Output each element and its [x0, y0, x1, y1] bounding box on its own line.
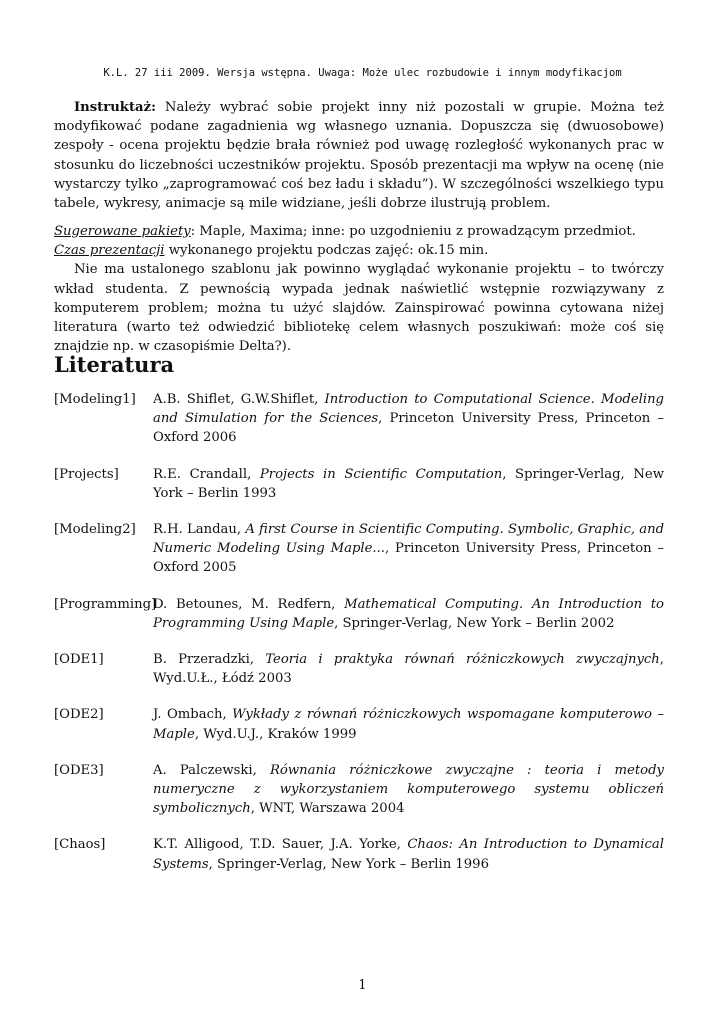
- literature-heading: Literatura: [54, 352, 175, 377]
- ref-authors: R.E. Crandall,: [153, 466, 260, 482]
- document-header: K.L. 27 iii 2009. Wersja wstępna. Uwaga: Może ulec rozbudowie i innym modyfikacjom: [103, 67, 622, 79]
- ref-text: [153, 761, 664, 819]
- template-note-paragraph: Nie ma ustalonego szablonu jak powinno wyglądać wykonanie projektu – to twórczy wkład studenta. Z pewnością wypada jednak naświetlić wstępnie rozwiązywany z komputerem problem; można tu użyć slajdów. Zainspirować powinna cytowana niżej literatura (warto też odwiedzić bibliotekę celem własnych poszukiwań: może coś się znajdzie np. w czasopiśmie Delta?).: [54, 262, 664, 355]
- ref-text: [153, 390, 664, 448]
- ref-key: [ODE2]: [54, 707, 104, 723]
- ref-key: [ODE1]: [54, 652, 104, 668]
- ref-key: [Chaos]: [54, 837, 106, 853]
- ref-key: [Modeling1]: [54, 392, 136, 407]
- ref-publisher: , Springer-Verlag, New York – Berlin 2002: [334, 615, 615, 631]
- ref-authors: J. Ombach,: [153, 707, 233, 723]
- presentation-label: Czas prezentacji: [54, 243, 165, 259]
- ref-publisher: , Wyd.U.J., Kraków 1999: [194, 726, 357, 742]
- packages-line: [54, 222, 664, 241]
- ref-authors: B. Przeradzki,: [153, 652, 266, 668]
- ref-key: [ODE3]: [54, 762, 104, 778]
- ref-title: Teoria i praktyka równań różniczkowych zwyczajnych: [265, 652, 660, 668]
- bibliography-list: [54, 390, 664, 891]
- ref-title: Introduction to Computational Science. Modeling and Simulation for the Sciences: [153, 392, 664, 427]
- bibliography-item: [54, 650, 664, 688]
- ref-publisher: , Princeton University Press, Princeton – Oxford 2005: [153, 541, 664, 576]
- ref-title: Wykłady z równań różniczkowych wspomagane komputerowo – Maple: [153, 707, 665, 742]
- ref-authors: A. Palczewski,: [153, 762, 270, 778]
- ref-text: [153, 465, 664, 503]
- ref-authors: K.T. Alligood, T.D. Sauer, J.A. Yorke,: [153, 837, 408, 853]
- ref-authors: A.B. Shiflet, G.W.Shiflet,: [153, 392, 325, 407]
- bibliography-item: [54, 835, 664, 873]
- page-number: 1: [358, 978, 367, 993]
- ref-key: [Projects]: [54, 466, 119, 482]
- bibliography-item: [54, 595, 664, 633]
- ref-authors: D. Betounes, M. Redfern,: [153, 596, 345, 612]
- bibliography-item: [54, 390, 664, 448]
- ref-text: [153, 705, 664, 743]
- ref-authors: R.H. Landau,: [153, 522, 246, 538]
- ref-publisher: , Springer-Verlag, New York – Berlin 1996: [208, 856, 489, 872]
- ref-publisher: , Springer-Verlag, New York – Berlin 1993: [153, 466, 664, 501]
- bibliography-item: [54, 520, 664, 578]
- bibliography-item: [54, 705, 664, 743]
- ref-publisher: , Princeton University Press, Princeton – Oxford 2006: [153, 411, 664, 446]
- instructions-text: Należy wybrać sobie projekt inny niż pozostali w grupie. Można też modyfikować podane zagadnienia wg własnego uznania. Dopuszcza się (dwuosobowe) zespoły - ocena projektu będzie brała również pod uwagę rozległość wykonanych prac w stosunku do liczebności uczestników projektu. Sposób prezentacji ma wpływ na ocenę (nie wystarczy tylko „zaprogramować coś bez ładu i składu”). W szczególności wszelkiego typu tabele, wykresy, animacje są mile widziane, jeśli dobrze ilustrują problem.: [54, 100, 664, 212]
- instructions-paragraph: [54, 98, 664, 213]
- packages-label: Sugerowane pakiety: [54, 224, 191, 239]
- presentation-line: [54, 241, 664, 260]
- bibliography-item: [54, 465, 664, 503]
- ref-text: [153, 595, 664, 633]
- ref-publisher: , Wyd.U.Ł., Łódź 2003: [153, 652, 664, 687]
- packages-text: : Maple, Maxima; inne: po uzgodnieniu z prowadzącym przedmiot.: [190, 224, 636, 239]
- bibliography-item: [54, 761, 664, 819]
- instructions-label: Instruktaż:: [74, 100, 156, 115]
- ref-title: Mathematical Computing. An Introduction to Programming Using Maple: [153, 596, 664, 631]
- ref-title: Projects in Scientific Computation: [259, 466, 503, 482]
- ref-title: A first Course in Scientific Computing. Symbolic, Graphic, and Numeric Modeling Using Maple...: [153, 522, 665, 557]
- ref-text: [153, 650, 664, 688]
- project-notes: [54, 222, 664, 356]
- ref-key: [Modeling2]: [54, 522, 136, 538]
- ref-text: [153, 520, 664, 578]
- ref-key: [Programming]: [54, 596, 157, 612]
- presentation-text: wykonanego projektu podczas zajęć: ok.15 min.: [164, 243, 489, 259]
- ref-title: Chaos: An Introduction to Dynamical Systems: [153, 837, 664, 872]
- ref-publisher: , WNT, Warszawa 2004: [250, 801, 405, 817]
- ref-text: [153, 835, 664, 873]
- ref-title: Równania różniczkowe zwyczajne : teoria i metody numeryczne z wykorzystaniem komputerowego systemu obliczeń symbolicznych: [153, 762, 664, 817]
